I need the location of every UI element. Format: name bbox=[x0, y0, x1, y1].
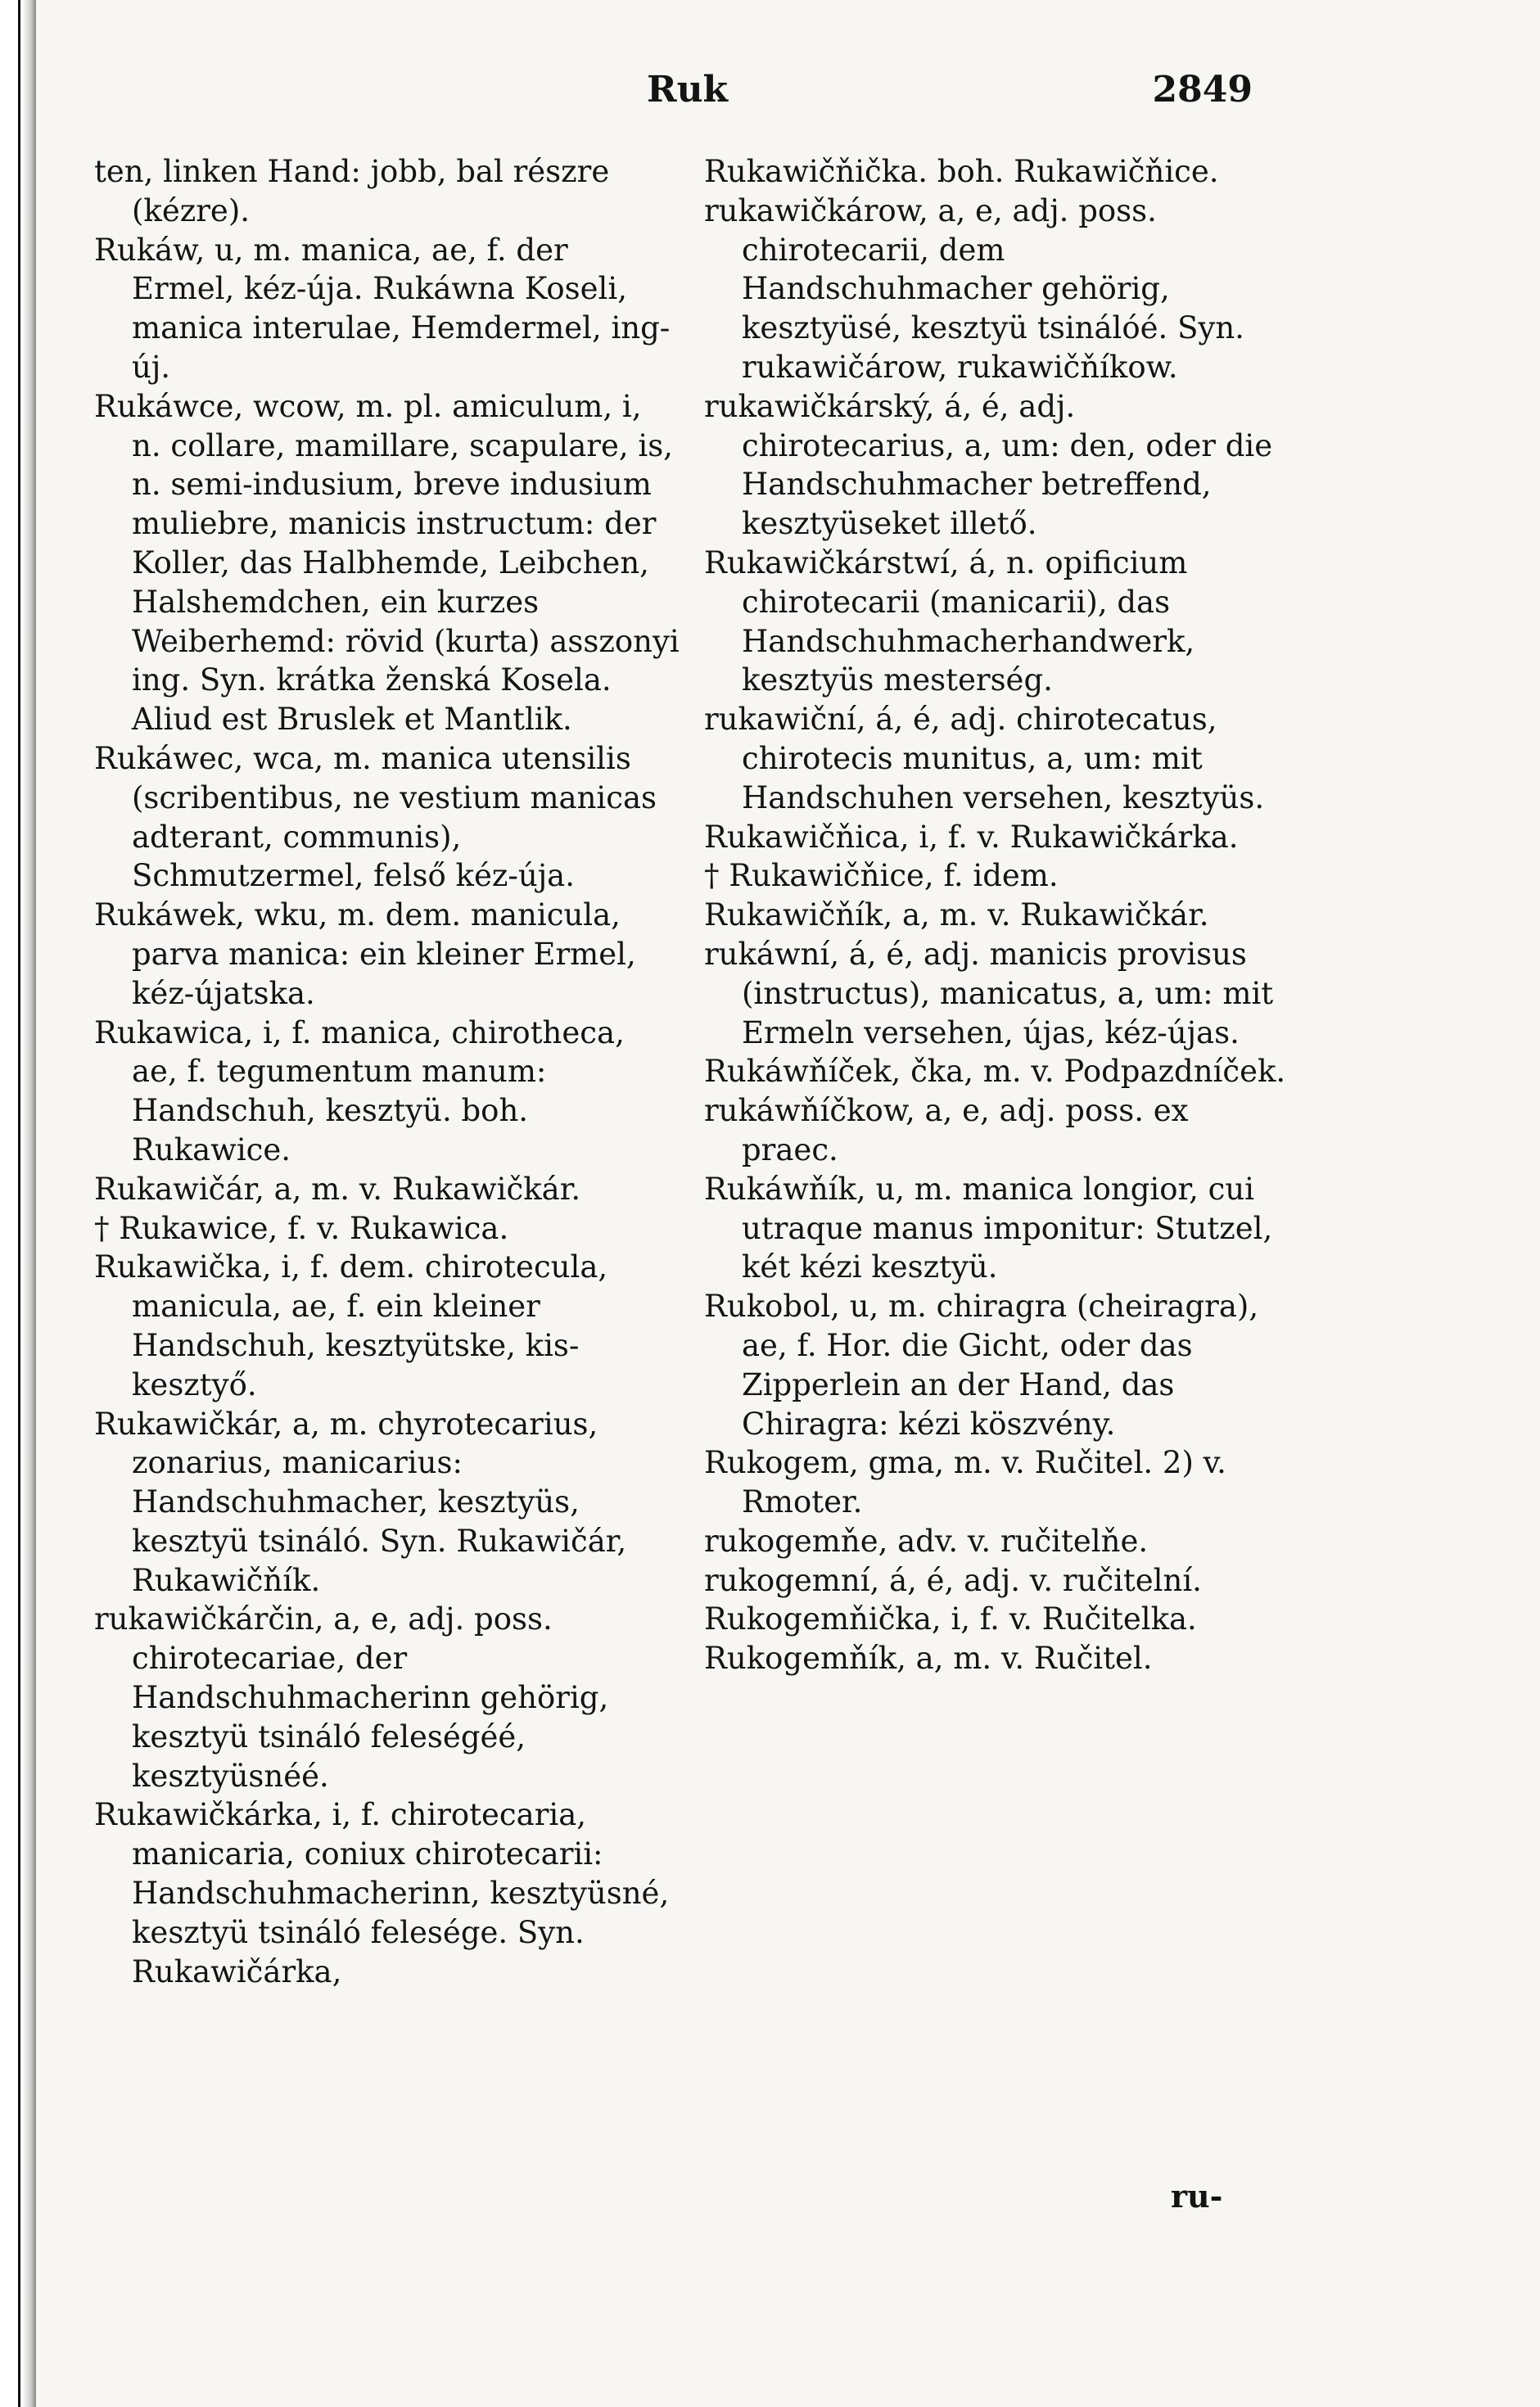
dictionary-entry: Rukogemňička, i, f. v. Ručitelka. bbox=[704, 1601, 1197, 1637]
catchword: ru- bbox=[1171, 2178, 1223, 2215]
dictionary-entry: Rukáwňíček, čka, m. v. Podpazdníček. bbox=[704, 1054, 1286, 1090]
dictionary-entry: rukogemní, á, é, adj. v. ručitelní. bbox=[704, 1562, 1202, 1598]
dictionary-entry: Rukawičňík, a, m. v. Rukawičkár. bbox=[704, 897, 1209, 933]
dictionary-entry: ten, linken Hand: jobb, bal részre (kézre). bbox=[94, 154, 610, 228]
running-head: Ruk bbox=[647, 69, 729, 111]
dictionary-entry: Rukogem, gma, m. v. Ručitel. 2) v. Rmoter. bbox=[704, 1445, 1226, 1520]
dictionary-entry: Rukawičkárka, i, f. chirotecaria, manicaria, coniux chirotecarii: Handschuhmacherinn, kesztyüsné, kesztyü tsináló felesége. Syn. Rukawičárka, bbox=[94, 1797, 670, 1989]
binding-shadow-line bbox=[18, 0, 20, 2407]
dictionary-entry: Rukáwec, wca, m. manica utensilis (scribentibus, ne vestium manicas adterant, communis), Schmutzermel, felső kéz-úja. bbox=[94, 740, 657, 894]
dictionary-entry: Rukawičňica, i, f. v. Rukawičkárka. bbox=[704, 819, 1239, 855]
dictionary-entry: rukogemňe, adv. v. ručitelňe. bbox=[704, 1523, 1149, 1559]
dictionary-entry: † Rukawice, f. v. Rukawica. bbox=[94, 1210, 509, 1246]
dictionary-entry: rukáwňíčkow, a, e, adj. poss. ex praec. bbox=[704, 1093, 1189, 1167]
dictionary-entry: Rukawičkárstwí, á, n. opificium chirotecarii (manicarii), das Handschuhmacherhandwerk, kesztyüs mesterség. bbox=[704, 544, 1195, 698]
dictionary-entry: Rukawička, i, f. dem. chirotecula, manicula, ae, f. ein kleiner Handschuh, kesztyütske, kis-kesztyő. bbox=[94, 1249, 608, 1402]
dictionary-entry: Rukawičňička. boh. Rukawičňice. bbox=[704, 154, 1219, 189]
dictionary-entry: rukawičkárow, a, e, adj. poss. chirotecarii, dem Handschuhmacher gehörig, kesztyüsé, kesztyü tsinálóé. Syn. rukawičárow, rukawičňíkow. bbox=[704, 192, 1244, 385]
dictionary-entry: rukawiční, á, é, adj. chirotecatus, chirotecis munitus, a, um: mit Handschuhen versehen, kesztyüs. bbox=[704, 702, 1265, 815]
right-column bbox=[704, 152, 1287, 1678]
dictionary-entry: Rukawica, i, f. manica, chirotheca, ae, f. tegumentum manum: Handschuh, kesztyü. boh. Rukawice. bbox=[94, 1014, 625, 1167]
dictionary-entry: Rukáw, u, m. manica, ae, f. der Ermel, kéz-újа. Rukáwna Koseli, manica interulae, Hemdermel, ing-új. bbox=[94, 232, 671, 385]
dictionary-entry: Rukáwek, wku, m. dem. manicula, parva manica: ein kleiner Ermel, kéz-újatska. bbox=[94, 897, 636, 1011]
dictionary-entry: rukawičkárčin, a, e, adj. poss. chirotecariae, der Handschuhmacherinn gehörig, kesztyü tsináló feleségéé, kesztyüsnéé. bbox=[94, 1601, 609, 1794]
dictionary-entry: Rukobol, u, m. chiragra (cheiragra), ae, f. Hor. die Gicht, oder das Zipperlein an der Hand, das Chiragra: kézi köszvény. bbox=[704, 1289, 1259, 1442]
page-header bbox=[90, 69, 1253, 118]
dictionary-entry: Rukáwňík, u, m. manica longior, cui utraque manus imponitur: Stutzel, két kézi kesztyü. bbox=[704, 1171, 1273, 1285]
dictionary-entry: Rukáwce, wcow, m. pl. amiculum, i, n. collare, mamillare, scapulare, is, n. semi-indusium, breve indusium muliebre, manicis instructum: der Koller, das Halbhemde, Leibchen, Halshemdchen, ein kurzes Weiberhemd: rövid (kurta) asszonyi ing. Syn. krátka ženská Kosela. Aliud est Bruslek et Mantlik. bbox=[94, 388, 680, 738]
left-column bbox=[94, 152, 680, 1991]
page-number: 2849 bbox=[1152, 69, 1253, 111]
dictionary-entry: † Rukawičňice, f. idem. bbox=[704, 858, 1059, 894]
dictionary-entry: Rukawičkár, a, m. chyrotecarius, zonarius, manicarius: Handschuhmacher, kesztyüs, kesztyü tsináló. Syn. Rukawičár, Rukawičňík. bbox=[94, 1406, 627, 1598]
dictionary-entry: Rukawičár, a, m. v. Rukawičkár. bbox=[94, 1171, 581, 1207]
dictionary-entry: rukawičkárský, á, é, adj. chirotecarius, a, um: den, oder die Handschuhmacher betreffend, kesztyüseket illető. bbox=[704, 388, 1273, 542]
dictionary-entry: rukáwní, á, é, adj. manicis provisus (instructus), manicatus, a, um: mit Ermeln versehen, újas, kéz-újas. bbox=[704, 936, 1274, 1050]
dictionary-entry: Rukogemňík, a, m. v. Ručitel. bbox=[704, 1641, 1153, 1677]
